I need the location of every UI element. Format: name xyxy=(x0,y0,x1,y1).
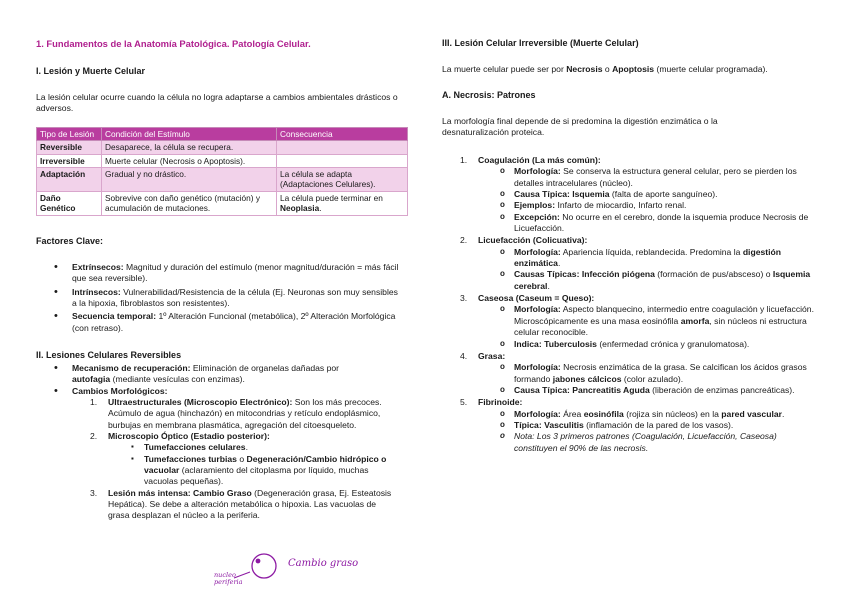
item-bold: Tumefacciones turbias xyxy=(144,453,237,464)
item-key: Lesión más intensa: Cambio Graso xyxy=(108,487,252,498)
table-header-row xyxy=(37,128,408,141)
handwritten-text: periferia xyxy=(214,578,243,587)
list-item: ▪ Tumefacciones celulares. xyxy=(144,442,388,453)
handwritten-label xyxy=(214,572,243,586)
item-bold: Degeneración/Cambio hidrópico o vacuolar xyxy=(144,453,387,476)
item-title: Fibrinoide: xyxy=(478,397,523,408)
item-text: Aspecto blanquecino, intermedio entre coagulación y licuefacción. Microscópicamente es una masa eosinófila xyxy=(514,304,814,326)
item-bold: Isquemia cerebral xyxy=(514,269,811,291)
list-item xyxy=(460,350,814,396)
table-row xyxy=(37,168,408,192)
list-item xyxy=(514,200,814,211)
list-item xyxy=(144,454,388,488)
table-cell: Adaptación xyxy=(37,168,102,192)
item-bold: digestión enzimática xyxy=(514,246,782,269)
item-text: (formación de pus/absceso) o xyxy=(654,269,773,280)
list-item: o Causas Típicas: Infección piógena (formación de pus/absceso) o Isquemia cerebral. xyxy=(514,269,814,292)
subsection-a-intro: La morfología final depende de si predomina la digestión enzimática o la desnaturalización proteica. xyxy=(442,116,718,138)
table-cell xyxy=(277,191,408,215)
item-number: 2. xyxy=(90,431,98,442)
sublist xyxy=(514,247,814,292)
item-bold: jabones cálcicos xyxy=(552,373,622,384)
intro-text: La muerte celular puede ser por xyxy=(442,64,567,74)
item-key: Morfología: xyxy=(514,246,561,257)
item-text: (Degeneración grasa, Ej. Esteatosis Hepática). Se debe a alteración metabólica o hipoxia. Las vacuolas de grasa desplazan el núcleo a la periferia. xyxy=(108,487,392,521)
item-text: Apariencia líquida, reblandecida. Predomina la xyxy=(560,246,743,257)
list-item xyxy=(90,487,392,522)
cell-text: La célula puede terminar en xyxy=(280,192,383,203)
list-item xyxy=(514,420,814,431)
list-item xyxy=(514,362,814,385)
item-text: No ocurre en el cerebro, donde la isquemia produce Necrosis de Licuefacción. xyxy=(514,211,809,234)
item-text: (aclaramiento del citoplasma por líquido, muchas vacuolas pequeñas). xyxy=(144,465,369,487)
item-text: (mediante vesículas con enzimas). xyxy=(110,374,245,385)
list-item xyxy=(72,386,372,397)
item-title: Licuefacción (Colicuativa): xyxy=(478,235,588,246)
list-item xyxy=(72,311,400,334)
list-item xyxy=(514,385,814,396)
list-item xyxy=(514,339,814,350)
necrosis-patterns xyxy=(460,155,814,454)
list-item xyxy=(514,189,814,200)
sublist xyxy=(514,304,814,349)
item-text: Necrosis enzimática de la grasa. Se calcifican los ácidos grasos formando xyxy=(514,362,807,384)
item-key: Mecanismo de recuperación: xyxy=(72,363,191,373)
item-key: Morfología: xyxy=(514,304,561,315)
item-text: Área xyxy=(560,408,584,419)
table-cell: Desaparece, la célula se recupera. xyxy=(102,141,277,154)
intro-text: o xyxy=(602,64,613,74)
intro-bold: Apoptosis xyxy=(612,64,655,74)
table-cell: Daño Genético xyxy=(37,191,102,215)
item-text: 1º Alteración Funcional (metabólica), 2º Alteración Morfológica (con retraso). xyxy=(72,311,396,333)
item-key: Ejemplos: xyxy=(514,200,556,211)
cell-bold: Neoplasia xyxy=(280,203,320,214)
item-key: Morfología: xyxy=(514,166,561,177)
item-bold: pared vascular xyxy=(721,408,782,419)
section1-heading: I. Lesión y Muerte Celular xyxy=(36,66,146,76)
section3-intro xyxy=(442,64,814,75)
item-number: 3. xyxy=(90,487,98,498)
table-row xyxy=(37,141,408,154)
item-bold: Tumefacciones celulares xyxy=(144,442,246,453)
list-item xyxy=(460,293,814,350)
item-title: Caseosa (Caseum = Queso): xyxy=(478,293,595,304)
item-number: 1. xyxy=(460,155,468,165)
list-item xyxy=(514,212,814,235)
list-item xyxy=(460,397,814,454)
list-item xyxy=(514,166,814,189)
section2-heading: II. Lesiones Celulares Reversibles xyxy=(36,350,182,360)
list-item xyxy=(514,304,814,338)
table-row xyxy=(37,154,408,167)
factors-list xyxy=(72,262,400,334)
list-item xyxy=(460,235,814,292)
item-key: Indica: Tuberculosis xyxy=(514,338,597,349)
table-cell: La célula se adapta (Adaptaciones Celulares). xyxy=(277,168,408,192)
lesion-table xyxy=(36,127,408,216)
item-key: Morfología: xyxy=(514,362,561,373)
table-header: Tipo de Lesión xyxy=(37,128,102,141)
list-item: o Morfología: Apariencia líquida, reblandecida. Predomina la digestión enzimática. xyxy=(514,247,814,270)
sublist xyxy=(514,166,814,234)
item-bold: autofagia xyxy=(72,374,111,385)
table-header: Consecuencia xyxy=(277,128,408,141)
item-text: (rojiza sin núcleos) en la xyxy=(623,408,722,419)
cell-sketch-icon xyxy=(212,548,372,594)
table-cell: Gradual y no drástico. xyxy=(102,168,277,192)
item-key: Causa Típica: Pancreatitis Aguda xyxy=(514,384,650,395)
sublist xyxy=(514,362,814,396)
subsection-a-heading: A. Necrosis: Patrones xyxy=(442,90,536,100)
table-cell: Reversible xyxy=(37,141,102,154)
item-key: Excepción: xyxy=(514,211,560,222)
list-item xyxy=(90,397,392,431)
list-item xyxy=(90,431,392,488)
handwritten-note: Cambio graso xyxy=(288,558,359,569)
table-cell xyxy=(277,154,408,167)
list-item xyxy=(72,287,400,310)
list-item: o Morfología: Área eosinófila (rojiza sin núcleos) en la pared vascular. xyxy=(514,409,814,420)
item-key: Microscopio Óptico (Estadio posterior): xyxy=(108,431,270,442)
item-text: Infarto de miocardio, Infarto renal. xyxy=(555,200,687,211)
table-cell: Muerte celular (Necrosis o Apoptosis). xyxy=(102,154,277,167)
morph-sublist xyxy=(90,397,392,522)
item-number: 5. xyxy=(460,397,468,408)
list-item xyxy=(72,262,400,285)
item-text: Vulnerabilidad/Resistencia de la célula (Ej. Neuronas son muy sensibles a la hipoxia, fibroblastos son resistentes). xyxy=(72,286,398,309)
item-text: (liberación de enzimas pancreáticas). xyxy=(649,384,795,395)
item-title: Coagulación (La más común): xyxy=(478,155,601,165)
item-key: Típica: Vasculitis xyxy=(514,419,584,430)
item-text: , sin núcleos ni estructura celular reconocible. xyxy=(514,315,807,338)
table-cell xyxy=(277,141,408,154)
item-number: 2. xyxy=(460,235,468,246)
item-text: (inflamación de la pared de los vasos). xyxy=(583,419,734,430)
intro-text: (muerte celular programada). xyxy=(654,64,768,74)
item-key: Secuencia temporal: xyxy=(72,311,157,322)
list-item xyxy=(460,155,814,234)
table-row xyxy=(37,191,408,215)
item-title: Grasa: xyxy=(478,350,506,361)
item-key: Causas Típicas: Infección piógena xyxy=(514,269,655,280)
item-number: 4. xyxy=(460,350,468,361)
item-number: 3. xyxy=(460,293,468,304)
item-number: 1. xyxy=(90,397,98,408)
doc-title: 1. Fundamentos de la Anatomía Patológica. Patología Celular. xyxy=(36,38,311,49)
item-bold: eosinófila xyxy=(583,408,624,419)
section1-intro: La lesión celular ocurre cuando la célula no logra adaptarse a cambios ambientales drásticos o adversos. xyxy=(36,92,398,114)
item-text: o xyxy=(236,453,247,464)
item-text: (enfermedad crónica y granulomatosa). xyxy=(596,338,750,349)
item-text: Son los más precoces. Acúmulo de agua (hinchazón) en mitocondrias y retículo endoplásmico, burbujas en membrana plasmática, agregación del citoesqueleto. xyxy=(108,397,382,430)
table-header: Condición del Estímulo xyxy=(102,128,277,141)
item-text: Se conserva la estructura general celular, pero se pierden los detalles intracelulares (núcleo). xyxy=(514,166,797,188)
item-key: Morfología: xyxy=(514,408,561,419)
table-cell: Sobrevive con daño genético (mutación) y acumulación de mutaciones. xyxy=(102,191,277,215)
optical-sublist xyxy=(144,442,388,487)
item-key: Causa Típica: Isquemia xyxy=(514,189,610,200)
item-bold: amorfa xyxy=(680,315,710,326)
item-key: Ultraestructurales (Microscopio Electrónico): xyxy=(108,397,293,408)
list-item xyxy=(72,363,372,386)
item-text: (color azulado). xyxy=(621,373,684,384)
item-text: Magnitud y duración del estímulo (menor magnitud/duración = más fácil que sea reversible). xyxy=(72,262,399,284)
item-key: Cambios Morfológicos: xyxy=(72,385,168,396)
intro-bold: Necrosis xyxy=(566,64,603,74)
list-item: o Nota: Los 3 primeros patrones (Coagulación, Licuefacción, Caseosa) constituyen el 90% de las necrosis. xyxy=(514,431,814,454)
item-key: Extrínsecos: xyxy=(72,262,124,272)
handwritten-text: nucleo xyxy=(214,571,236,579)
item-text: (falta de aporte sanguíneo). xyxy=(609,189,718,200)
sublist xyxy=(514,409,814,454)
item-text: Eliminación de organelas dañadas por xyxy=(190,363,340,373)
item-key: Intrínsecos: xyxy=(72,286,121,297)
cell-text: . xyxy=(319,203,322,214)
table-cell: Irreversible xyxy=(37,154,102,167)
factors-heading: Factores Clave: xyxy=(36,236,104,246)
section2-body xyxy=(72,363,392,522)
section3-heading: III. Lesión Celular Irreversible (Muerte Celular) xyxy=(442,38,639,48)
